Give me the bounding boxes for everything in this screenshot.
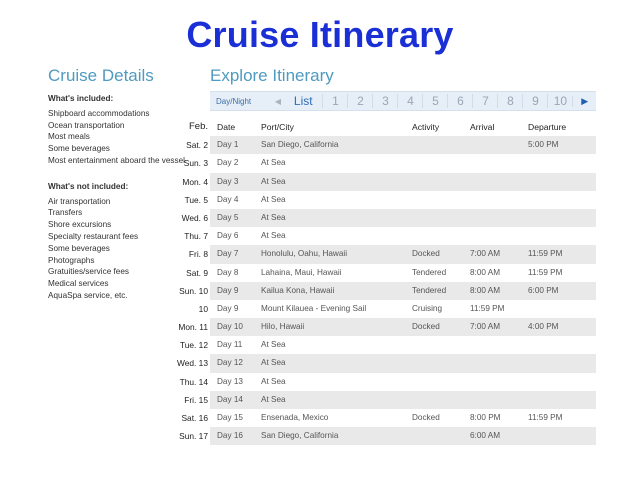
date-label: Sat. 9 (186, 267, 208, 278)
cell-day: Day 1 (217, 140, 239, 150)
cell-activity (412, 173, 470, 191)
cell-activity: Docked (412, 322, 440, 332)
page-number-link[interactable]: 8 (497, 94, 522, 108)
cell-arrival (470, 373, 528, 391)
calendar-dates (160, 118, 208, 445)
cell-activity (412, 354, 470, 372)
table-row (210, 409, 596, 427)
cell-day: Day 15 (217, 413, 243, 422)
date-label: Sat. 2 (186, 140, 208, 151)
cell-day: Day 9 (217, 303, 239, 313)
page-number-link[interactable]: 1 (322, 94, 347, 108)
cell-activity: Cruising (412, 303, 443, 313)
cell-activity (412, 209, 470, 227)
table-row (210, 264, 596, 282)
cell-arrival: 6:00 AM (470, 431, 501, 441)
cell-port-city: Lahaina, Maui, Hawaii (261, 267, 342, 277)
cell-arrival (470, 227, 528, 245)
page-number-link[interactable]: 7 (472, 94, 497, 108)
cell-arrival: 7:00 AM (470, 249, 501, 259)
cell-port-city: Honolulu, Oahu, Hawaii (261, 249, 348, 259)
date-label: Mon. 11 (178, 322, 208, 333)
table-row (210, 373, 596, 391)
cell-port-city: At Sea (261, 231, 286, 241)
cell-day: Day 6 (217, 231, 239, 241)
page-title: Cruise Itinerary (186, 14, 454, 55)
header-arrival: Arrival (470, 122, 495, 132)
cell-day: Day 13 (217, 376, 243, 386)
cell-arrival: 7:00 AM (470, 322, 501, 332)
table-header (210, 118, 596, 136)
not-included-item: Shore excursions (48, 220, 112, 230)
date-label: 10 (198, 303, 208, 314)
page-numbers (322, 94, 572, 108)
page-number-link[interactable]: 5 (422, 94, 447, 108)
date-label: Mon. 4 (182, 176, 208, 187)
cell-port-city: At Sea (261, 194, 286, 204)
cell-arrival (470, 336, 528, 354)
cell-departure: 4:00 PM (528, 322, 559, 332)
cell-departure (528, 300, 588, 318)
cell-port-city: At Sea (261, 340, 286, 350)
table-row (210, 391, 596, 409)
explore-itinerary-heading: Explore Itinerary (210, 66, 334, 85)
cell-day: Day 12 (217, 358, 243, 368)
cell-arrival: 8:00 PM (470, 413, 501, 422)
cruise-details-heading: Cruise Details (48, 66, 154, 85)
cell-departure (528, 191, 588, 209)
cell-activity (412, 136, 470, 154)
date-label: Sun. 10 (179, 285, 208, 296)
date-label: Thu. 14 (179, 376, 208, 387)
cell-day: Day 2 (217, 158, 239, 168)
cell-departure (528, 427, 588, 445)
cell-arrival (470, 173, 528, 191)
date-label: Wed. 6 (181, 212, 208, 223)
cell-arrival (470, 154, 528, 172)
cell-activity (412, 227, 470, 245)
included-heading: What's included: (48, 94, 114, 103)
table-row (210, 245, 596, 263)
not-included-item: Gratuities/service fees (48, 267, 129, 277)
table-row (210, 209, 596, 227)
cell-arrival (470, 191, 528, 209)
date-label: Sun. 3 (183, 158, 208, 169)
cell-departure: 6:00 PM (528, 285, 559, 295)
cell-activity: Docked (412, 249, 440, 259)
cell-activity (412, 191, 470, 209)
cell-departure: 5:00 PM (528, 140, 559, 150)
cell-port-city: At Sea (261, 358, 286, 368)
cell-activity (412, 427, 470, 445)
cell-departure (528, 154, 588, 172)
cell-day: Day 5 (217, 212, 239, 222)
page-number-link[interactable]: 6 (447, 94, 472, 108)
cell-departure (528, 209, 588, 227)
date-label: Wed. 13 (176, 358, 208, 369)
included-item: Ocean transportation (48, 120, 125, 130)
not-included-item: Medical services (48, 279, 109, 289)
date-label: Sat. 16 (181, 413, 208, 423)
cell-arrival (470, 354, 528, 372)
page-number-link[interactable]: 3 (372, 94, 397, 108)
page-number-link[interactable]: 2 (347, 94, 372, 108)
table-row (210, 282, 596, 300)
next-arrow-icon[interactable]: ▶ (572, 96, 596, 107)
table-row (210, 136, 596, 154)
cell-port-city: Ensenada, Mexico (261, 413, 329, 422)
cell-day: Day 11 (217, 340, 243, 350)
cell-day: Day 8 (217, 267, 239, 277)
date-label: Thu. 7 (184, 231, 208, 242)
not-included-heading: What's not included: (48, 181, 129, 191)
cell-activity (412, 336, 470, 354)
cell-activity (412, 373, 470, 391)
cell-departure (528, 227, 588, 245)
cell-port-city: Hilo, Hawaii (261, 322, 305, 332)
cell-day: Day 9 (217, 285, 239, 295)
cell-departure (528, 336, 588, 354)
cell-arrival: 11:59 PM (470, 303, 505, 313)
not-included-item: Some beverages (48, 243, 110, 253)
cell-day: Day 3 (217, 176, 239, 186)
cell-activity (412, 154, 470, 172)
cell-port-city: At Sea (261, 212, 286, 222)
cell-departure (528, 391, 588, 409)
included-item: Shipboard accommodations (48, 108, 150, 118)
cell-departure (528, 173, 588, 191)
previous-arrow-icon[interactable]: ◀ (274, 96, 282, 106)
not-included-item: Photographs (48, 255, 95, 265)
date-label: Tue. 5 (184, 194, 208, 205)
table-row (210, 336, 596, 354)
date-label: Sun. 17 (179, 431, 208, 442)
table-row (210, 227, 596, 245)
not-included-item: AquaSpa service, etc. (48, 290, 128, 300)
cell-port-city: At Sea (261, 376, 286, 386)
cell-day: Day 16 (217, 431, 243, 441)
page-number-link[interactable]: 9 (522, 94, 547, 108)
list-view-link[interactable]: List (293, 94, 313, 108)
cell-day: Day 14 (217, 394, 243, 404)
cell-day: Day 10 (217, 322, 243, 332)
cell-arrival (470, 136, 528, 154)
cell-arrival (470, 391, 528, 409)
date-label: Fri. 15 (184, 394, 208, 405)
table-row (210, 154, 596, 172)
not-included-item: Air transportation (48, 196, 111, 206)
itinerary-table (210, 118, 596, 445)
table-row (210, 354, 596, 372)
cell-port-city: San Diego, California (261, 431, 339, 441)
itinerary-pager (210, 91, 596, 111)
included-item: Most entertainment aboard the vessel (48, 155, 185, 165)
header-departure: Departure (528, 122, 567, 132)
cell-departure: 11:59 PM (528, 249, 563, 259)
cell-activity: Tendered (412, 285, 447, 295)
cell-port-city: Kailua Kona, Hawaii (261, 285, 335, 295)
header-date: Date (217, 122, 236, 132)
cell-activity: Docked (412, 413, 440, 422)
cell-day: Day 7 (217, 249, 239, 259)
included-item: Some beverages (48, 144, 110, 154)
cell-port-city: San Diego, California (261, 140, 339, 150)
header-port-city: Port/City (261, 122, 294, 132)
cell-arrival (470, 209, 528, 227)
page-number-link[interactable]: 10 (547, 94, 572, 108)
cell-activity (412, 391, 470, 409)
cell-day: Day 4 (217, 194, 239, 204)
cell-departure (528, 354, 588, 372)
cell-activity: Tendered (412, 267, 447, 277)
day-night-link[interactable]: Day/Night (216, 96, 252, 106)
month-label: Feb. (188, 121, 208, 132)
date-label: Fri. 8 (188, 249, 208, 260)
table-row (210, 300, 596, 318)
table-row (210, 427, 596, 445)
cell-port-city: At Sea (261, 158, 286, 168)
cell-arrival: 8:00 AM (470, 285, 501, 295)
cell-departure: 11:59 PM (528, 267, 563, 277)
page-number-link[interactable]: 4 (397, 94, 422, 108)
header-activity: Activity (412, 122, 440, 132)
cell-port-city: At Sea (261, 176, 286, 186)
included-item: Most meals (48, 132, 90, 142)
cell-port-city: Mount Kilauea - Evening Sail (261, 303, 367, 313)
table-row (210, 191, 596, 209)
cell-departure (528, 373, 588, 391)
table-row (210, 318, 596, 336)
date-label: Tue. 12 (179, 340, 208, 351)
cell-departure: 11:59 PM (528, 413, 563, 422)
cell-arrival: 8:00 AM (470, 267, 501, 277)
not-included-item: Specialty restaurant fees (48, 231, 139, 241)
not-included-item: Transfers (48, 208, 83, 218)
table-row (210, 173, 596, 191)
cell-port-city: At Sea (261, 394, 286, 404)
